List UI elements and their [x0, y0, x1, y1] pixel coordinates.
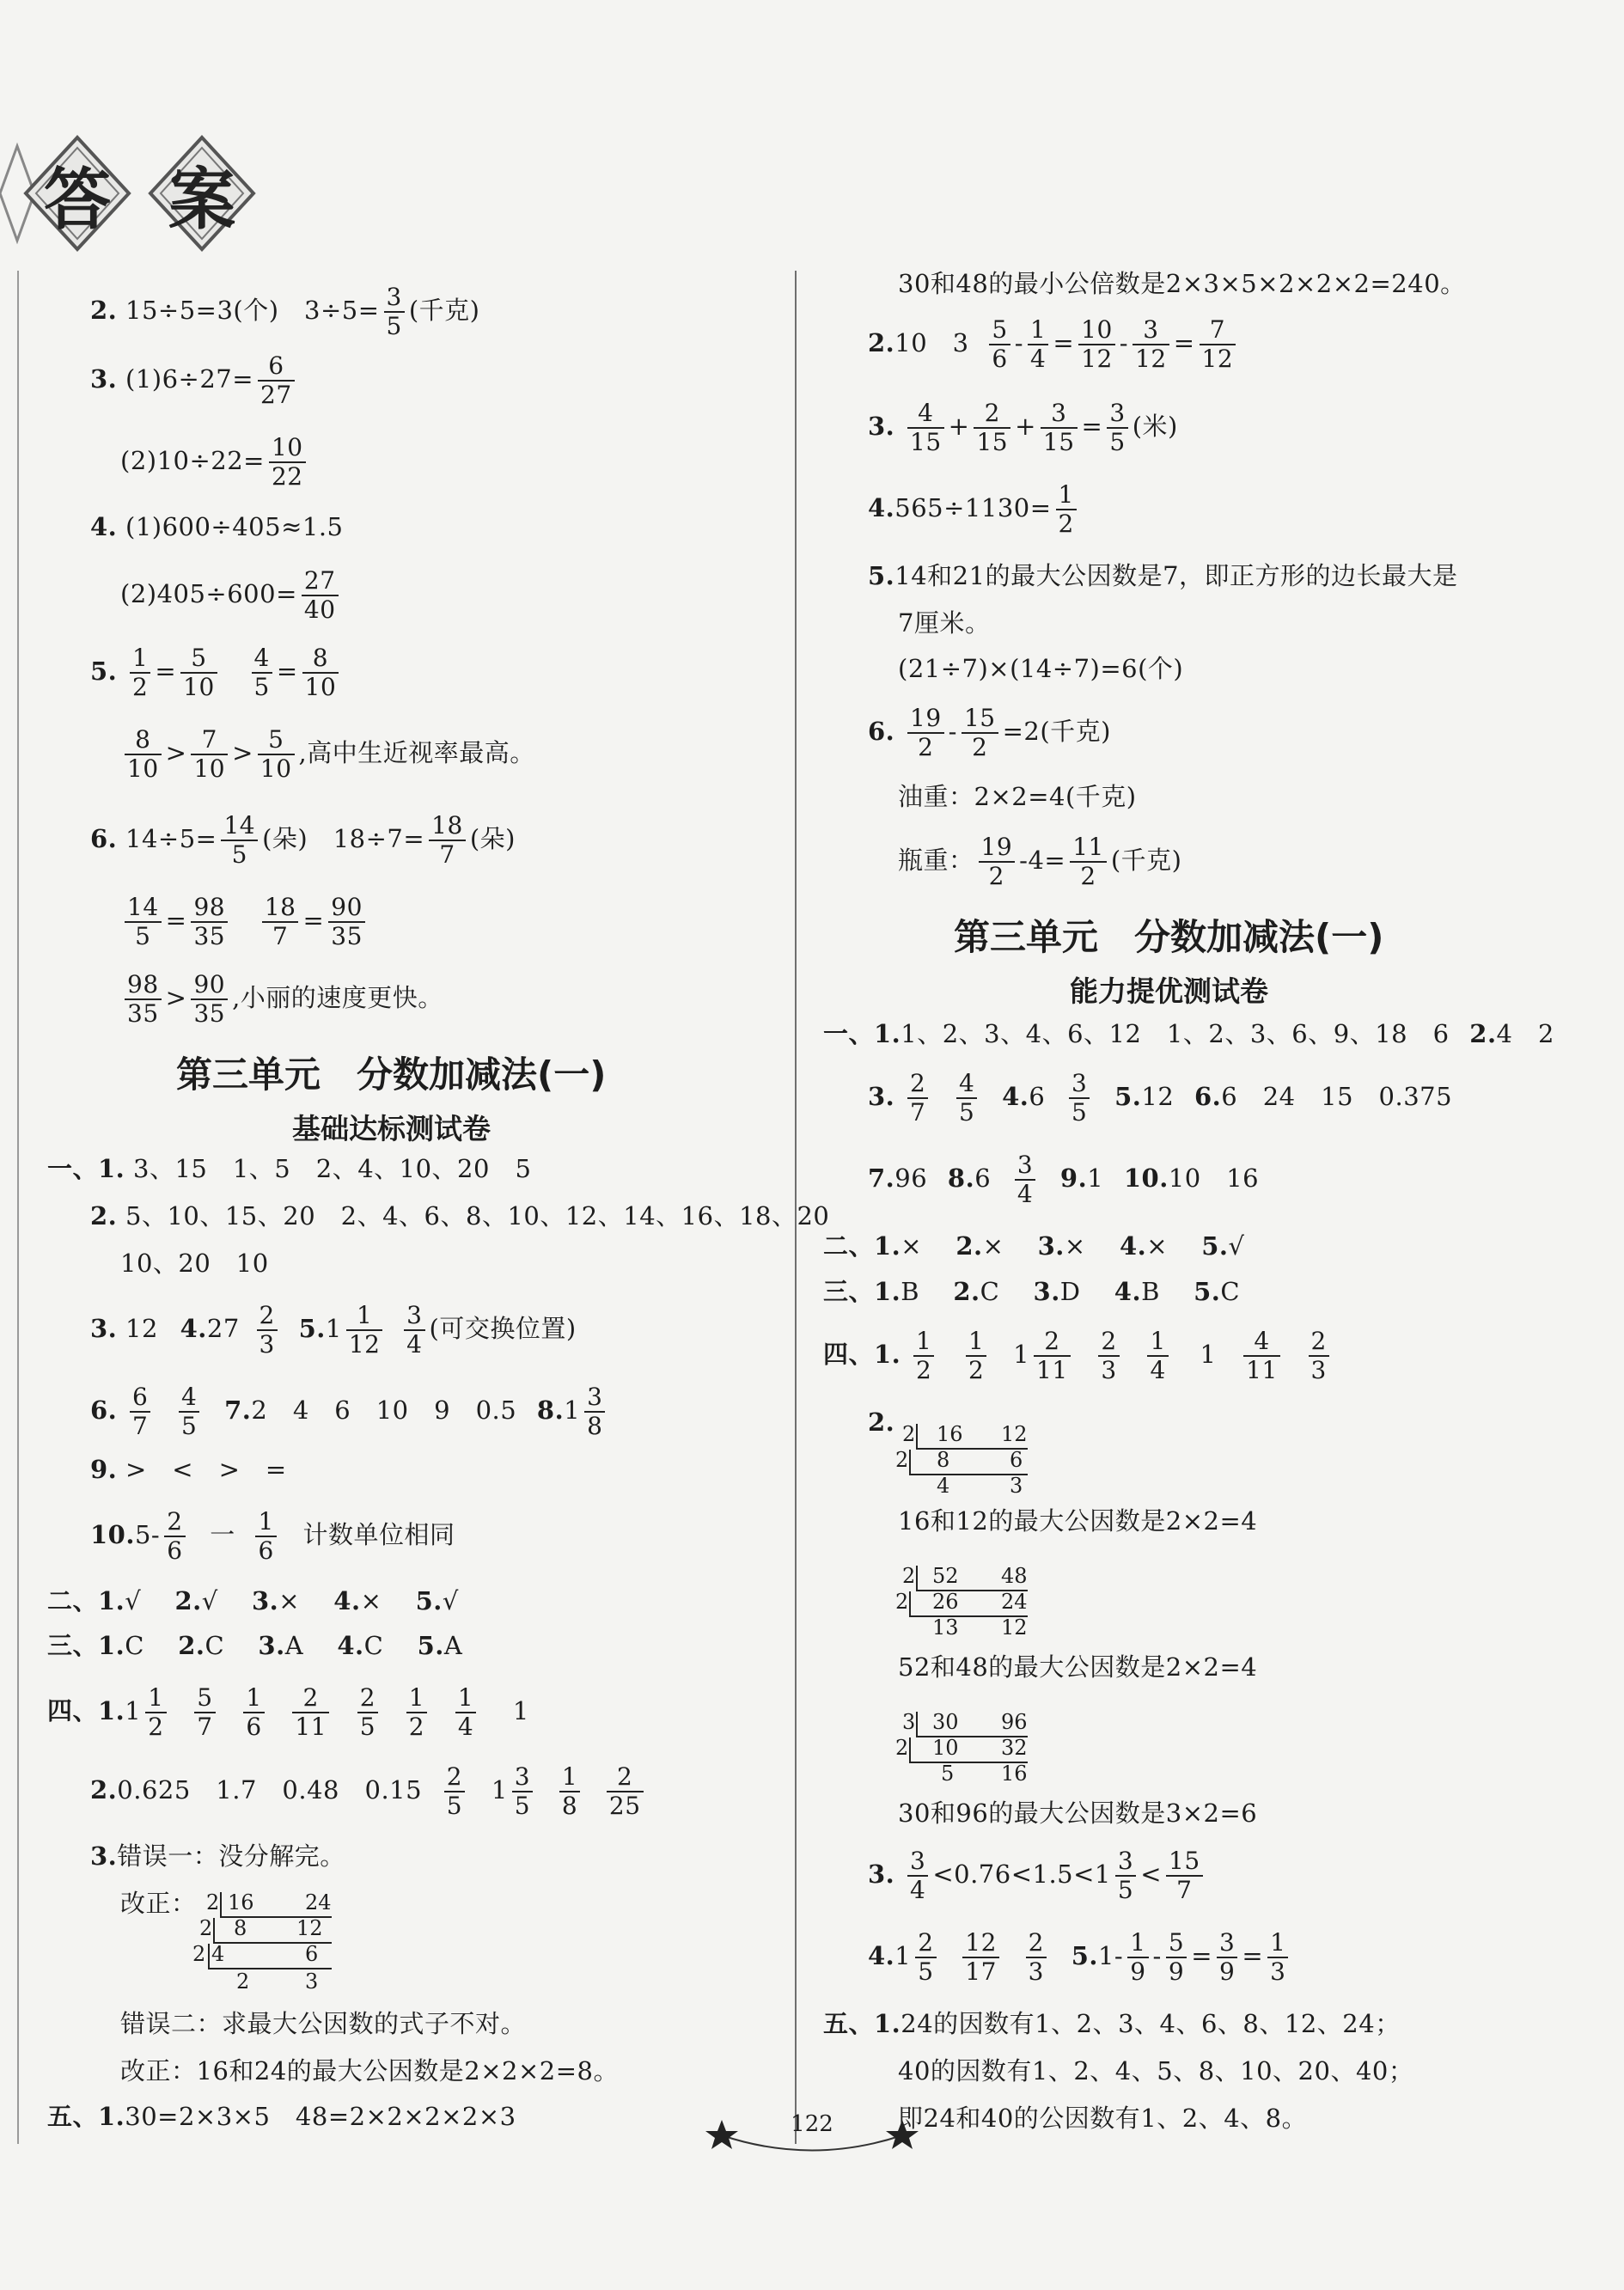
text: (朵) 18÷7=: [262, 824, 425, 854]
fraction: $\frac{3}{12}$: [1133, 316, 1169, 373]
left-section-title: 第三单元 分数加减法(一): [176, 1053, 607, 1096]
item-number: 7.: [868, 1163, 895, 1194]
fraction: $\frac{5}{7}$: [194, 1684, 215, 1741]
text: ×: [1146, 1231, 1194, 1261]
item-number: 9.: [1059, 1163, 1088, 1194]
header-char-2: 案: [168, 161, 235, 239]
text: (2)10÷22=: [120, 446, 265, 476]
item-number: 3.: [90, 364, 118, 394]
fraction: $\frac{1}{6}$: [243, 1684, 264, 1741]
right-c3: 即24和40的公因数有1、2、4、8。: [898, 2104, 1308, 2133]
text: 27: [206, 1314, 240, 1344]
fraction: $\frac{11}{2}$: [1070, 834, 1107, 890]
item-number: 8.: [947, 1163, 975, 1194]
text: 1: [1200, 1340, 1217, 1370]
text: (1)6÷27=: [125, 364, 254, 394]
fraction: $\frac{1}{12}$: [346, 1302, 383, 1359]
fraction: $\frac{6}{27}$: [258, 352, 295, 409]
fraction: $\frac{2}{6}$: [164, 1508, 185, 1565]
right-c1: [823, 2011, 1401, 2038]
item-number: 五、1.: [823, 2009, 901, 2038]
left-e3: [47, 1633, 462, 1660]
item-number: 4.: [90, 512, 118, 541]
right-subsection-title: 能力提优测试卷: [1070, 974, 1268, 1008]
fraction: $\frac{3}{5}$: [512, 1763, 533, 1820]
fraction: $\frac{2}{3}$: [1098, 1328, 1119, 1384]
fraction: $\frac{5}{9}$: [1166, 1929, 1187, 1986]
right-a7: [868, 1151, 1259, 1208]
text: 30=2×3×5 48=2×2×2×2×3: [125, 2102, 516, 2131]
text: 计数单位相同: [302, 1520, 455, 1550]
item-number: 三、1.: [823, 1277, 901, 1306]
operator: -: [1119, 328, 1129, 358]
item-number: 2.: [90, 1775, 118, 1805]
fraction: $\frac{18}{7}$: [262, 894, 299, 950]
left-s9: [90, 1456, 287, 1484]
item-number: 4.: [868, 1941, 895, 1971]
item-number: 6.: [868, 717, 895, 747]
text: 错误一：没分解完。: [117, 1841, 345, 1871]
item-number: 2.: [174, 1586, 202, 1615]
item-number: 四、1.: [823, 1340, 901, 1370]
fraction: $\frac{4}{15}$: [907, 400, 944, 456]
item-number: 6.: [90, 1395, 118, 1426]
fraction: $\frac{8}{10}$: [125, 726, 162, 783]
item-number: 5.: [1201, 1231, 1229, 1261]
fraction: $\frac{1}{2}$: [1056, 481, 1077, 538]
left-q6c: [120, 971, 443, 1028]
left-q3b: [120, 434, 310, 491]
fraction: $\frac{2}{3}$: [1309, 1328, 1329, 1384]
operator: >: [165, 738, 187, 768]
text: C: [125, 1631, 170, 1660]
item-number: 5.: [298, 1314, 326, 1344]
text: C: [980, 1277, 1025, 1306]
item-number: 3.: [868, 1859, 895, 1890]
text: 5-: [134, 1520, 161, 1550]
fraction: $\frac{7}{10}$: [191, 726, 228, 783]
fraction: $\frac{2}{5}$: [915, 1929, 936, 1986]
item-number: 3.: [251, 1586, 279, 1615]
text: 1: [512, 1696, 529, 1726]
left-q4a: [90, 514, 344, 541]
fraction: $\frac{1}{2}$: [966, 1328, 986, 1384]
fraction: $\frac{3}{15}$: [1041, 400, 1078, 456]
operator: =: [1081, 412, 1103, 442]
text: 6 24 15 0.375: [1221, 1082, 1453, 1112]
text: =2(千克): [1002, 717, 1111, 747]
item-number: 6.: [90, 824, 118, 854]
left-margin-line: [17, 271, 19, 2144]
fraction: $\frac{14}{5}$: [221, 812, 258, 869]
item-number: 9.: [90, 1455, 118, 1484]
left-w1: [47, 2104, 516, 2131]
item-number: 五、1.: [47, 2102, 125, 2131]
left-q2: [90, 284, 480, 340]
fraction: $\frac{14}{5}$: [125, 894, 162, 950]
left-fix2: 改正：16和24的最大公因数是2×2×2=8。: [120, 2056, 620, 2085]
fraction: $\frac{2}{7}$: [907, 1070, 928, 1127]
fraction: $\frac{4}{5}$: [956, 1070, 977, 1127]
fraction: $\frac{3}{5}$: [1115, 1847, 1136, 1904]
right-c2: 40的因数有1、2、4、5、8、10、20、40；: [898, 2056, 1414, 2085]
operator: =: [1173, 328, 1195, 358]
operator: <: [1140, 1859, 1163, 1890]
fraction: $\frac{1}{2}$: [130, 644, 150, 701]
fraction: $\frac{98}{35}$: [125, 971, 162, 1028]
fraction: $\frac{1}{3}$: [1267, 1929, 1288, 1986]
page-footer: [687, 2110, 937, 2161]
fraction: $\frac{1}{4}$: [455, 1684, 476, 1741]
text: (可交换位置): [429, 1314, 577, 1344]
text: C: [205, 1631, 250, 1660]
item-number: 10.: [1123, 1163, 1169, 1194]
item-number: 2.: [955, 1231, 983, 1261]
item-number: 3.: [258, 1631, 285, 1660]
left-s2: [90, 1203, 829, 1230]
item-number: 2.: [953, 1277, 980, 1306]
item-number: 4.: [868, 493, 895, 523]
item-number: 4.: [180, 1314, 207, 1344]
fraction: $\frac{3}{8}$: [584, 1383, 605, 1440]
fraction: $\frac{2}{5}$: [357, 1684, 378, 1741]
item-number: 四、1.: [47, 1696, 125, 1726]
text: (千克): [1110, 846, 1182, 876]
text: (2)405÷600=: [120, 579, 297, 609]
text: A: [284, 1631, 329, 1660]
text: 3、15 1、5 2、4、10、20 5: [133, 1154, 532, 1183]
text: 565÷1130=: [894, 493, 1052, 523]
operator: =: [276, 656, 298, 687]
fraction: $\frac{6}{7}$: [130, 1383, 150, 1440]
item-number: 5.: [1194, 1277, 1221, 1306]
left-s3: [90, 1302, 577, 1359]
item-number: 2.: [90, 1201, 118, 1230]
fraction: $\frac{7}{12}$: [1200, 316, 1236, 373]
right-r5c: (21÷7)×(14÷7)=6(个): [898, 654, 1184, 683]
text: (米): [1132, 412, 1178, 442]
fraction: $\frac{4}{5}$: [252, 644, 272, 701]
text: ×: [901, 1231, 948, 1261]
fraction: $\frac{2}{11}$: [1034, 1328, 1071, 1384]
item-number: 5.: [1114, 1082, 1142, 1112]
text: 2 4 6 10 9 0.5: [251, 1395, 517, 1426]
operator: =: [1242, 1941, 1264, 1971]
fraction: $\frac{10}{12}$: [1078, 316, 1115, 373]
text: 1: [1013, 1340, 1030, 1370]
right-r6b: 油重：2×2=4(千克): [898, 782, 1137, 811]
text: ×: [1064, 1231, 1112, 1261]
text: 15÷5=3(个) 3÷5=: [125, 296, 380, 326]
right-a3: [868, 1070, 1452, 1127]
text: <0.76<1.5<1: [932, 1859, 1111, 1890]
text: √: [125, 1586, 167, 1615]
left-q5b: [120, 726, 535, 783]
item-number: 7.: [224, 1395, 252, 1426]
text: 1、2、3、4、6、12 1、2、3、6、9、18 6: [901, 1019, 1450, 1048]
operator: -: [1014, 328, 1023, 358]
item-number: 三、1.: [47, 1631, 125, 1660]
fraction: $\frac{3}{5}$: [1069, 1070, 1090, 1127]
fraction: $\frac{15}{2}$: [962, 705, 998, 761]
fraction: $\frac{5}{10}$: [180, 644, 217, 701]
text: 5、10、15、20 2、4、6、8、10、12、14、16、18、20: [125, 1201, 830, 1230]
text: ,高中生近视率最高。: [298, 738, 535, 768]
item-number: 5.: [1071, 1941, 1098, 1971]
short-division-2: 2 16 12 2 8 6 4 3: [895, 1422, 1028, 1498]
fraction: $\frac{1}{2}$: [406, 1684, 427, 1741]
text: 10 3: [894, 328, 969, 358]
right-r6: [868, 705, 1111, 761]
text: C: [363, 1631, 409, 1660]
operator: >: [165, 983, 187, 1013]
operator: >: [232, 738, 253, 768]
text: √: [1228, 1231, 1245, 1261]
operator: +: [948, 412, 970, 442]
text: 6: [974, 1163, 992, 1194]
item-number: 2.: [178, 1631, 205, 1660]
text: (朵): [469, 824, 516, 854]
fraction: $\frac{90}{35}$: [191, 971, 228, 1028]
item-number: 3.: [868, 412, 895, 442]
fraction: $\frac{18}{7}$: [429, 812, 466, 869]
short-division-1: 2 16 24 2 8 12 2 4 6 2 3: [192, 1890, 332, 1994]
text: √: [201, 1586, 244, 1615]
left-s1: [47, 1156, 531, 1183]
page-number: 122: [791, 2111, 833, 2137]
text: 96: [894, 1163, 928, 1194]
text: 10、20 10: [120, 1249, 269, 1278]
text: 1: [325, 1314, 342, 1344]
right-g3: 30和96的最大公因数是3×2=6: [898, 1798, 1258, 1828]
item-number: 一、1.: [47, 1154, 125, 1183]
left-q4b: [120, 567, 343, 624]
text: 0.625 1.7 0.48 0.15: [117, 1775, 423, 1805]
operator: =: [302, 906, 325, 936]
item-number: 6.: [1194, 1082, 1222, 1112]
right-b6: [868, 1929, 1292, 1986]
fraction: $\frac{19}{2}$: [907, 705, 944, 761]
right-section-title: 第三单元 分数加减法(一): [954, 916, 1384, 958]
fraction: $\frac{2}{3}$: [1026, 1929, 1047, 1986]
fraction: $\frac{2}{11}$: [292, 1684, 329, 1741]
item-number: 3.: [1037, 1231, 1065, 1261]
right-b4: [823, 1328, 1334, 1384]
right-r5b: 7厘米。: [898, 608, 991, 638]
fraction: $\frac{1}{2}$: [913, 1328, 934, 1384]
fraction: $\frac{8}{10}$: [302, 644, 339, 701]
item-number: 5.: [90, 656, 118, 687]
fraction: $\frac{27}{40}$: [302, 567, 339, 624]
item-number: 4.: [333, 1586, 361, 1615]
right-r3: [868, 400, 1178, 456]
text: 14÷5=: [125, 824, 217, 854]
right-r6c: [898, 834, 1182, 890]
text: (1)600÷405≈1.5: [125, 512, 344, 541]
fraction: $\frac{5}{6}$: [989, 316, 1010, 373]
right-b5: [868, 1847, 1207, 1904]
operator: +: [1015, 412, 1036, 442]
text: 12: [1141, 1082, 1175, 1112]
fraction: $\frac{4}{11}$: [1243, 1328, 1280, 1384]
text: ,小丽的速度更快。: [232, 983, 443, 1013]
fraction: $\frac{2}{25}$: [607, 1763, 644, 1820]
operator: =: [155, 656, 177, 687]
item-number: 4.: [337, 1631, 364, 1660]
item-number: 2.: [1469, 1019, 1497, 1048]
text: (千克): [408, 296, 480, 326]
fraction: $\frac{4}{5}$: [179, 1383, 199, 1440]
fraction: $\frac{1}{2}$: [145, 1684, 166, 1741]
fraction: $\frac{90}{35}$: [328, 894, 365, 950]
header-char-1: 答: [43, 161, 111, 239]
left-s2b: [120, 1250, 269, 1278]
text: 1: [894, 1941, 912, 1971]
operator: =: [1191, 1941, 1212, 1971]
left-err2: 错误二：求最大公因数的式子不对。: [120, 2009, 527, 2038]
fraction: $\frac{3}{5}$: [1107, 400, 1127, 456]
text: 瓶重：: [898, 846, 974, 876]
text: 24的因数有1、2、3、4、6、8、12、24；: [901, 2009, 1401, 2038]
operator: -: [1152, 1941, 1162, 1971]
text: -4=: [1019, 846, 1066, 876]
fraction: $\frac{2}{5}$: [444, 1763, 465, 1820]
right-g2: 52和48的最大公因数是2×2=4: [898, 1652, 1258, 1682]
left-s6: [90, 1383, 609, 1440]
operator: -: [948, 717, 957, 747]
right-b2: [823, 1233, 1245, 1261]
fraction: $\frac{1}{6}$: [255, 1508, 276, 1565]
fraction: $\frac{2}{15}$: [974, 400, 1010, 456]
left-e4b: [90, 1763, 648, 1820]
text: D: [1059, 1277, 1107, 1306]
item-number: 8.: [536, 1395, 565, 1426]
item-number: 10.: [90, 1520, 135, 1550]
answer-header: [0, 129, 292, 258]
text: C: [1220, 1277, 1241, 1306]
item-number: 2.: [868, 328, 895, 358]
fraction: $\frac{1}{9}$: [1127, 1929, 1148, 1986]
item-number: 4.: [1114, 1277, 1142, 1306]
left-e2: [47, 1588, 459, 1615]
item-number: 二、1.: [47, 1586, 125, 1615]
item-number: 一、1.: [823, 1019, 901, 1048]
text: B: [1141, 1277, 1186, 1306]
fraction: $\frac{3}{9}$: [1217, 1929, 1237, 1986]
item-number: 2.: [90, 296, 118, 326]
left-q5a: [90, 644, 343, 701]
right-r4: [868, 481, 1081, 538]
text: 12: [125, 1314, 158, 1344]
text: 1: [125, 1696, 142, 1726]
fraction: $\frac{15}{7}$: [1166, 1847, 1203, 1904]
left-subsection-title: 基础达标测试卷: [292, 1112, 491, 1145]
item-number: 5.: [868, 561, 895, 590]
left-q6a: [90, 812, 516, 869]
item-number: 3.: [1033, 1277, 1060, 1306]
right-g1: 16和12的最大公因数是2×2=4: [898, 1506, 1258, 1536]
text: √: [442, 1586, 459, 1615]
item-number: 4.: [1002, 1082, 1029, 1112]
operator: =: [165, 906, 187, 936]
text: 6: [1029, 1082, 1046, 1112]
right-b3: [823, 1279, 1240, 1306]
text: ×: [982, 1231, 1029, 1261]
fraction: $\frac{1}{4}$: [1147, 1328, 1168, 1384]
fraction: $\frac{2}{3}$: [257, 1302, 278, 1359]
text: 1: [564, 1395, 581, 1426]
item-number: 二、1.: [823, 1231, 901, 1261]
text: A: [443, 1631, 463, 1660]
text: 4 2: [1496, 1019, 1554, 1048]
item-number: 3.: [90, 1841, 118, 1871]
text: 1-: [1097, 1941, 1124, 1971]
text: > < > =: [125, 1455, 287, 1484]
item-number: 5.: [415, 1586, 443, 1615]
fraction: $\frac{10}{22}$: [269, 434, 306, 491]
fraction: $\frac{5}{10}$: [258, 726, 295, 783]
fraction: $\frac{12}{17}$: [962, 1929, 999, 1986]
item-number: 3.: [868, 1082, 895, 1112]
right-b4n2: 2.: [868, 1408, 895, 1437]
fraction: $\frac{3}{5}$: [384, 284, 405, 340]
text: ×: [278, 1586, 326, 1615]
left-s10: [90, 1508, 455, 1565]
left-e4c: [90, 1843, 345, 1871]
text: 1: [491, 1775, 508, 1805]
item-number: 4.: [1119, 1231, 1147, 1261]
text: ×: [360, 1586, 407, 1615]
right-r0: 30和48的最小公倍数是2×3×5×2×2×2=240。: [898, 269, 1466, 298]
fraction: $\frac{3}{4}$: [907, 1847, 928, 1904]
item-number: 3.: [90, 1314, 118, 1344]
text: 1: [1087, 1163, 1104, 1194]
right-r2: [868, 316, 1240, 373]
text: 一: [210, 1520, 235, 1550]
left-fix1-label: 改正：: [120, 1889, 197, 1918]
fraction: $\frac{3}{4}$: [404, 1302, 424, 1359]
fraction: $\frac{98}{35}$: [191, 894, 228, 950]
left-q6b: [120, 894, 369, 950]
item-number: 5.: [417, 1631, 444, 1660]
fraction: $\frac{19}{2}$: [979, 834, 1016, 890]
operator: =: [1053, 328, 1075, 358]
fraction: $\frac{1}{4}$: [1028, 316, 1048, 373]
fraction: $\frac{1}{8}$: [559, 1763, 580, 1820]
text: B: [901, 1277, 945, 1306]
right-r5: [868, 563, 1458, 590]
left-q3a: [90, 352, 299, 409]
right-a1: [823, 1021, 1554, 1048]
short-division-3: 2 52 48 2 26 24 13 12: [895, 1564, 1028, 1640]
left-e4: [47, 1684, 529, 1741]
fraction: $\frac{3}{4}$: [1015, 1151, 1035, 1208]
text: 10 16: [1168, 1163, 1260, 1194]
short-division-4: 3 30 96 2 10 32 5 16: [895, 1710, 1028, 1786]
text: 14和21的最大公因数是7，即正方形的边长最大是: [894, 561, 1458, 590]
